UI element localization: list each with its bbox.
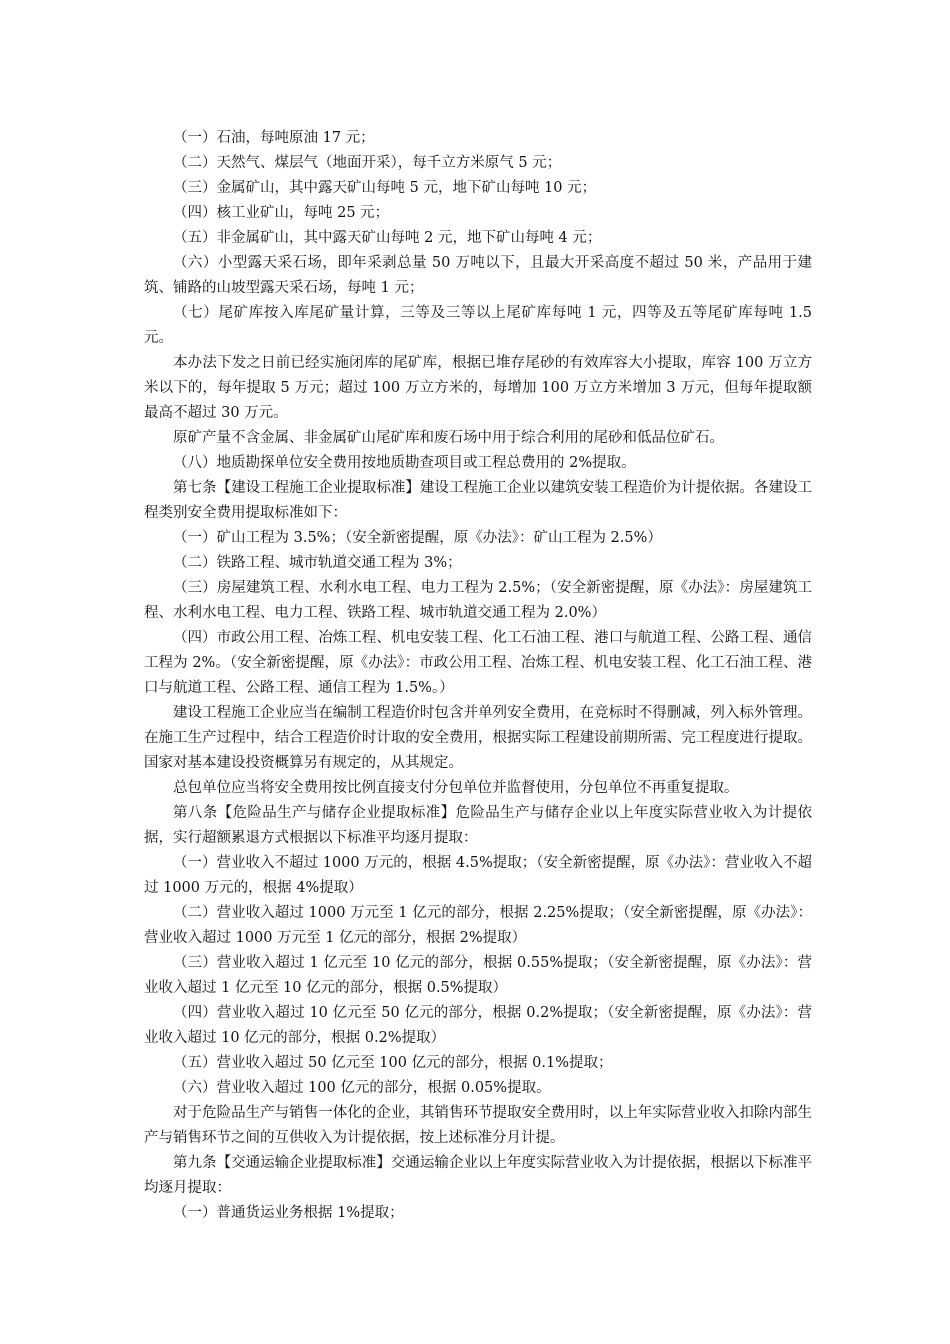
paragraph: （四）营业收入超过 10 亿元至 50 亿元的部分，根据 0.2%提取；（安全新密提醒，原《办法》：营业收入超过 10 亿元的部分，根据 0.2%提取）	[144, 1005, 812, 1046]
paragraph: （一）石油，每吨原油 17 元；	[173, 130, 375, 146]
paragraph: （一）普通货运业务根据 1%提取；	[173, 1205, 404, 1221]
paragraph: （八）地质勘探单位安全费用按地质勘查项目或工程总费用的 2%提取。	[173, 455, 636, 471]
paragraph: （七）尾矿库按入库尾矿量计算，三等及三等以上尾矿库每吨 1 元，四等及五等尾矿库每吨 1.5 元。	[144, 305, 812, 346]
paragraph: （六）营业收入超过 100 亿元的部分，根据 0.05%提取。	[173, 1080, 551, 1096]
paragraph: 对于危险品生产与销售一体化的企业，其销售环节提取安全费用时，以上年实际营业收入扣除内部生产与销售环节之间的互供收入为计提依据，按上述标准分月计提。	[144, 1105, 812, 1146]
paragraph: 本办法下发之日前已经实施闭库的尾矿库，根据已堆存尾砂的有效库容大小提取，库容 100 万立方米以下的，每年提取 5 万元；超过 100 万立方米的，每增加 100 万立方米增加 3 万元，但每年提取额最高不超过 30 万元。	[144, 355, 812, 421]
paragraph: （一）营业收入不超过 1000 万元的，根据 4.5%提取；（安全新密提醒，原《办法》：营业收入不超过 1000 万元的，根据 4%提取）	[144, 855, 812, 896]
paragraph: （五）营业收入超过 50 亿元至 100 亿元的部分，根据 0.1%提取；	[173, 1055, 613, 1071]
paragraph: （二）铁路工程、城市轨道交通工程为 3%；	[173, 555, 462, 571]
paragraph: 总包单位应当将安全费用按比例直接支付分包单位并监督使用，分包单位不再重复提取。	[173, 780, 739, 796]
article-heading-paragraph: 第七条【建设工程施工企业提取标准】建设工程施工企业以建筑安装工程造价为计提依据。各建设工程类别安全费用提取标准如下：	[144, 480, 812, 521]
paragraph: （五）非金属矿山，其中露天矿山每吨 2 元，地下矿山每吨 4 元；	[173, 230, 602, 246]
paragraph: （三）营业收入超过 1 亿元至 10 亿元的部分，根据 0.55%提取；（安全新密提醒，原《办法》：营业收入超过 1 亿元至 10 亿元的部分，根据 0.5%提取）	[144, 955, 812, 996]
paragraph: （一）矿山工程为 3.5%；（安全新密提醒，原《办法》：矿山工程为 2.5%）	[173, 530, 662, 546]
paragraph: （三）金属矿山，其中露天矿山每吨 5 元，地下矿山每吨 10 元；	[173, 180, 597, 196]
paragraph: （二）天然气、煤层气（地面开采），每千立方米原气 5 元；	[173, 155, 562, 171]
paragraph: 原矿产量不含金属、非金属矿山尾矿库和废石场中用于综合利用的尾砂和低品位矿石。	[173, 430, 724, 446]
paragraph: （六）小型露天采石场，即年采剥总量 50 万吨以下，且最大开采高度不超过 50 米，产品用于建筑、铺路的山坡型露天采石场，每吨 1 元；	[144, 255, 812, 296]
document-body	[144, 126, 812, 1226]
paragraph: （二）营业收入超过 1000 万元至 1 亿元的部分，根据 2.25%提取；（安全新密提醒，原《办法》：营业收入超过 1000 万元至 1 亿元的部分，根据 2%提取）	[144, 905, 812, 946]
paragraph: （四）核工业矿山，每吨 25 元；	[173, 205, 390, 221]
paragraph: （四）市政公用工程、冶炼工程、机电安装工程、化工石油工程、港口与航道工程、公路工程、通信工程为 2%。（安全新密提醒，原《办法》：市政公用工程、冶炼工程、机电安装工程、化工石油工程、港口与航道工程、公路工程、通信工程为 1.5%。）	[144, 630, 812, 696]
article-heading-paragraph: 第八条【危险品生产与储存企业提取标准】危险品生产与储存企业以上年度实际营业收入为计提依据，实行超额累退方式根据以下标准平均逐月提取：	[144, 805, 812, 846]
article-heading-paragraph: 第九条【交通运输企业提取标准】交通运输企业以上年度实际营业收入为计提依据，根据以下标准平均逐月提取：	[144, 1155, 812, 1196]
paragraph: 建设工程施工企业应当在编制工程造价时包含并单列安全费用，在竞标时不得删减，列入标外管理。在施工生产过程中，结合工程造价时计取的安全费用，根据实际工程建设前期所需、完工程度进行提取。国家对基本建设投资概算另有规定的，从其规定。	[144, 705, 812, 771]
paragraph: （三）房屋建筑工程、水利水电工程、电力工程为 2.5%；（安全新密提醒，原《办法》：房屋建筑工程、水利水电工程、电力工程、铁路工程、城市轨道交通工程为 2.0%）	[144, 580, 812, 621]
